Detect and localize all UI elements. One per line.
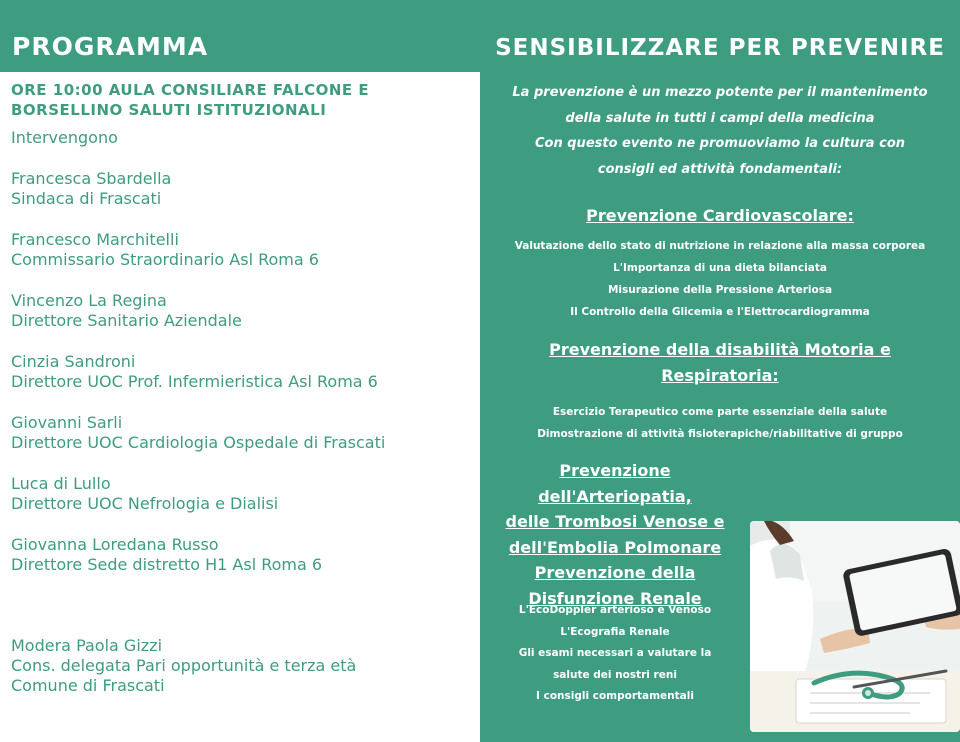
section-cardio-items — [480, 235, 960, 323]
speaker-name: Vincenzo La Regina — [11, 291, 167, 310]
section-item: L'Importanza di una dieta bilanciata — [613, 262, 827, 274]
speaker-item — [11, 535, 471, 575]
sensibilizzare-title: SENSIBILIZZARE PER PREVENIRE — [495, 35, 945, 61]
doctor-tablet-photo — [750, 521, 960, 732]
section-item: Dimostrazione di attività fisioterapiche/riabilitative di gruppo — [537, 428, 903, 440]
speaker-name: Luca di Lullo — [11, 474, 111, 493]
section-title-line: Respiratoria: — [661, 366, 779, 385]
prevention-intro — [480, 80, 960, 182]
section-title-line: Prevenzione della disabilità Motoria e — [549, 340, 891, 359]
intro-line: La prevenzione è un mezzo potente per il mantenimento — [512, 85, 928, 100]
speaker-item — [11, 352, 471, 392]
intro-line: Con questo evento ne promuoviamo la cultura con — [535, 136, 905, 151]
section-title-line: dell'Embolia Polmonare — [508, 537, 722, 557]
speaker-role: Direttore Sanitario Aziendale — [11, 311, 242, 330]
section-item: Esercizio Terapeutico come parte essenziale della salute — [552, 406, 888, 418]
moderator-role: Cons. delegata Pari opportunità e terza età — [11, 656, 357, 675]
section-title-line: Disfunzione Renale — [528, 588, 702, 608]
section-item: salute dei nostri reni — [553, 668, 677, 681]
speaker-role: Direttore UOC Cardiologia Ospedale di Frascati — [11, 433, 386, 452]
section-title-line: delle Trombosi Venose e — [505, 512, 725, 531]
section-item: Gli esami necessari a valutare la — [518, 647, 712, 659]
moderator-block — [11, 636, 471, 696]
section-item: Il Controllo della Glicemia e l'Elettrocardiogramma — [570, 306, 870, 318]
moderator-name: Modera Paola Gizzi — [11, 636, 163, 655]
section-arteriopatia-title — [480, 458, 750, 611]
speaker-name: Giovanni Sarli — [11, 413, 123, 432]
speakers-intro: Intervengono — [11, 128, 118, 147]
section-item: L'Ecografia Renale — [560, 625, 670, 638]
section-motoria-items — [480, 401, 960, 445]
speaker-item — [11, 291, 471, 331]
speaker-role: Direttore UOC Prof. Infermieristica Asl Roma 6 — [11, 372, 378, 391]
moderator-org: Comune di Frascati — [11, 676, 165, 695]
section-item: Misurazione della Pressione Arteriosa — [607, 284, 833, 296]
speaker-role: Direttore UOC Nefrologia e Dialisi — [11, 494, 279, 513]
speaker-item — [11, 474, 471, 514]
section-motoria-title — [480, 337, 960, 389]
speaker-item — [11, 230, 471, 270]
speaker-name: Cinzia Sandroni — [11, 352, 136, 371]
session-heading: ORE 10:00 AULA CONSILIARE FALCONE E BORSELLINO SALUTI ISTITUZIONALI — [11, 81, 370, 119]
section-title-line: Prevenzione dell'Arteriopatia, — [538, 461, 692, 506]
section-cardio-title — [480, 203, 960, 229]
speaker-name: Francesca Sbardella — [11, 169, 172, 188]
speaker-name: Francesco Marchitelli — [11, 230, 179, 249]
intro-line: della salute in tutti i campi della medicina — [565, 110, 875, 126]
speaker-name: Giovanna Loredana Russo — [11, 535, 219, 554]
speaker-role: Commissario Straordinario Asl Roma 6 — [11, 250, 319, 269]
section-title-line: Prevenzione della — [534, 563, 696, 582]
section-arteriopatia-items — [480, 600, 750, 708]
section-item: I consigli comportamentali — [536, 690, 694, 702]
program-column — [11, 80, 471, 696]
speaker-role: Direttore Sede distretto H1 Asl Roma 6 — [11, 555, 323, 574]
section-item: Valutazione dello stato di nutrizione in relazione alla massa corporea — [514, 240, 926, 252]
section-item: L'EcoDoppler arterioso e Venoso — [518, 604, 712, 616]
intro-line: consigli ed attività fondamentali: — [597, 161, 843, 177]
speaker-item — [11, 413, 471, 453]
programma-title: PROGRAMMA — [12, 32, 209, 61]
speaker-item — [11, 169, 471, 209]
section-title-line: Prevenzione Cardiovascolare: — [586, 206, 854, 225]
speaker-role: Sindaca di Frascati — [11, 189, 162, 208]
